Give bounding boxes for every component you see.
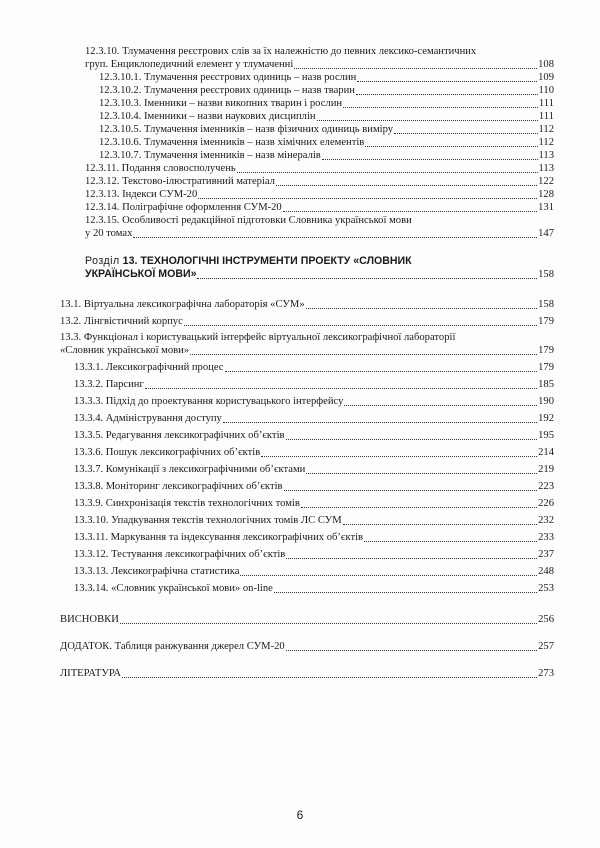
toc-entry-text: 12.3.10.3. Іменники – назви викопних тварин і рослин bbox=[99, 98, 343, 109]
dot-leader bbox=[283, 210, 537, 212]
dot-leader bbox=[284, 489, 538, 491]
toc-entry[interactable] bbox=[99, 71, 554, 84]
toc-page-number: 256 bbox=[538, 614, 554, 625]
toc-page-number: 248 bbox=[538, 566, 554, 577]
toc-entry[interactable] bbox=[60, 613, 554, 626]
toc-page-number: 223 bbox=[538, 481, 554, 492]
toc-page-number: 232 bbox=[538, 515, 554, 526]
toc-entry[interactable] bbox=[85, 175, 554, 188]
dot-leader bbox=[356, 93, 538, 95]
toc-page-number: 128 bbox=[538, 189, 554, 200]
dot-leader bbox=[190, 353, 537, 355]
dot-leader bbox=[237, 171, 538, 173]
toc-entry[interactable] bbox=[99, 97, 554, 110]
toc-entry[interactable] bbox=[60, 315, 554, 328]
toc-entry-text: ВИСНОВКИ bbox=[60, 614, 119, 625]
dot-leader bbox=[145, 387, 537, 389]
toc-entry-text: 13.1. Віртуальна лексикографічна лабораторія «СУМ» bbox=[60, 299, 305, 310]
toc-page-number: 253 bbox=[538, 583, 554, 594]
toc-entry-text: 13.3.1. Лексикографічний процес bbox=[74, 362, 224, 373]
toc-entry-text: 13.3. Функціонал і користувацький інтерфейс віртуальної лексикографічної лабораторії bbox=[60, 332, 456, 343]
dot-leader bbox=[133, 236, 537, 238]
toc-entry-text: 13.3.6. Пошук лексикографічних об’єктів bbox=[74, 447, 261, 458]
toc-entry-text: 12.3.15. Особливості редакційної підготовки Словника української мови bbox=[85, 215, 412, 226]
section-title: УКРАЇНСЬКОЇ МОВИ» bbox=[85, 268, 197, 280]
toc-entry[interactable] bbox=[74, 429, 554, 442]
toc-entry-text: 12.3.12. Текстово-ілюстративний матеріал bbox=[85, 176, 275, 187]
toc-entry[interactable] bbox=[74, 378, 554, 391]
toc-entry-text: 12.3.10.6. Тлумачення іменників – назв хімічних елементів bbox=[99, 137, 365, 148]
toc-entry[interactable] bbox=[60, 640, 554, 653]
toc-page-number: 111 bbox=[538, 111, 554, 122]
toc-entry[interactable] bbox=[74, 446, 554, 459]
section-heading bbox=[85, 255, 412, 268]
toc-page-number: 179 bbox=[538, 345, 554, 356]
toc-page-number: 147 bbox=[538, 228, 554, 239]
toc-entry-text: 13.3.7. Комунікації з лексикографічними об’єктами bbox=[74, 464, 306, 475]
dot-leader bbox=[225, 370, 538, 372]
toc-entry-text: 13.3.4. Адміністрування доступу bbox=[74, 413, 222, 424]
toc-entry-text: 13.2. Лінгвістичний корпус bbox=[60, 316, 183, 327]
toc-entry[interactable] bbox=[74, 463, 554, 476]
toc-entry[interactable] bbox=[99, 84, 554, 97]
section-label: Розділ bbox=[85, 255, 120, 267]
toc-page-number: 214 bbox=[538, 447, 554, 458]
toc-entry-text: 12.3.10.7. Тлумачення іменників – назв мінералів bbox=[99, 150, 321, 161]
dot-leader bbox=[276, 184, 537, 186]
toc-entry-text: 13.3.14. «Словник української мови» on-line bbox=[74, 583, 273, 594]
toc-page-number: 109 bbox=[538, 72, 554, 83]
toc-page-number: 185 bbox=[538, 379, 554, 390]
dot-leader bbox=[301, 506, 537, 508]
toc-page-number: 113 bbox=[538, 150, 554, 161]
toc-entry-text: ЛІТЕРАТУРА bbox=[60, 668, 122, 679]
toc-entry-text: 13.3.9. Синхронізація текстів технологічних томів bbox=[74, 498, 300, 509]
toc-entry[interactable] bbox=[60, 298, 554, 311]
dot-leader bbox=[240, 574, 537, 576]
toc-entry[interactable] bbox=[85, 162, 554, 175]
dot-leader bbox=[286, 649, 537, 651]
page-number: 6 bbox=[296, 808, 304, 822]
dot-leader bbox=[294, 67, 537, 69]
toc-page-number: 219 bbox=[538, 464, 554, 475]
toc-entry-text: 13.3.3. Підхід до проектування користувацького інтерфейсу bbox=[74, 396, 344, 407]
dot-leader bbox=[122, 676, 537, 678]
toc-entry-text: 12.3.11. Подання словосполучень bbox=[85, 163, 236, 174]
toc-entry[interactable] bbox=[74, 531, 554, 544]
toc-entry-text: 13.3.5. Редагування лексикографічних об’єктів bbox=[74, 430, 285, 441]
dot-leader bbox=[394, 132, 537, 134]
toc-entry[interactable] bbox=[99, 136, 554, 149]
toc-page-number: 195 bbox=[538, 430, 554, 441]
toc-entry[interactable] bbox=[60, 667, 554, 680]
toc-entry-text: 12.3.13. Індекси СУМ-20 bbox=[85, 189, 198, 200]
dot-leader bbox=[306, 472, 537, 474]
dot-leader bbox=[198, 197, 537, 199]
toc-entry-text: 12.3.14. Поліграфічне оформлення СУМ-20 bbox=[85, 202, 282, 213]
toc-page-number: 158 bbox=[538, 299, 554, 310]
toc-page-number: 158 bbox=[538, 269, 554, 280]
toc-page-number: 257 bbox=[538, 641, 554, 652]
toc-entry-text: 12.3.10.1. Тлумачення реєстрових одиниць – назв рослин bbox=[99, 72, 357, 83]
toc-page-number: 131 bbox=[538, 202, 554, 213]
dot-leader bbox=[274, 591, 537, 593]
toc-page-number: 122 bbox=[538, 176, 554, 187]
dot-leader bbox=[322, 158, 538, 160]
toc-page-number: 108 bbox=[538, 59, 554, 70]
toc-entry-text: 13.3.2. Парсинг bbox=[74, 379, 144, 390]
dot-leader bbox=[286, 557, 537, 559]
toc-entry[interactable] bbox=[85, 268, 554, 281]
toc-page-number: 179 bbox=[538, 316, 554, 327]
toc-page-number: 226 bbox=[538, 498, 554, 509]
toc-entry-text: 13.3.10. Упадкування текстів технологічних томів ЛС СУМ bbox=[74, 515, 342, 526]
dot-leader bbox=[343, 523, 537, 525]
dot-leader bbox=[223, 421, 537, 423]
dot-leader bbox=[306, 307, 537, 309]
toc-entry[interactable] bbox=[74, 395, 554, 408]
toc-entry-text: «Словник української мови» bbox=[60, 345, 190, 356]
dot-leader bbox=[364, 540, 537, 542]
dot-leader bbox=[120, 622, 537, 624]
toc-entry-text: ДОДАТОК. Таблиця ранжування джерел СУМ-20 bbox=[60, 641, 285, 652]
toc-entry[interactable] bbox=[60, 344, 554, 357]
toc-entry[interactable] bbox=[99, 123, 554, 136]
dot-leader bbox=[261, 455, 537, 457]
toc-entry-text: 13.3.8. Моніторинг лексикографічних об’єктів bbox=[74, 481, 283, 492]
dot-leader bbox=[344, 404, 537, 406]
toc-entry[interactable] bbox=[85, 58, 554, 71]
toc-page-number: 112 bbox=[538, 124, 554, 135]
toc-page-number: 192 bbox=[538, 413, 554, 424]
dot-leader bbox=[357, 80, 537, 82]
toc-page-number: 233 bbox=[538, 532, 554, 543]
toc-page-number: 179 bbox=[538, 362, 554, 373]
toc-entry[interactable] bbox=[85, 201, 554, 214]
toc-entry-text: 12.3.10.4. Іменники – назви наукових дисциплін bbox=[99, 111, 316, 122]
toc-entry-text: 13.3.11. Маркування та індексування лексикографічних об’єктів bbox=[74, 532, 364, 543]
toc-entry-text: 13.3.12. Тестування лексикографічних об’єктів bbox=[74, 549, 286, 560]
toc-entry[interactable] bbox=[74, 514, 554, 527]
toc-entry[interactable] bbox=[74, 582, 554, 595]
toc-entry[interactable] bbox=[74, 412, 554, 425]
dot-leader bbox=[184, 324, 537, 326]
toc-entry[interactable] bbox=[85, 227, 554, 240]
section-title: 13. ТЕХНОЛОГІЧНІ ІНСТРУМЕНТИ ПРОЕКТУ «СЛОВНИК bbox=[122, 255, 412, 267]
toc-page-number: 112 bbox=[538, 137, 554, 148]
toc-entry[interactable] bbox=[85, 188, 554, 201]
toc-entry-text: 12.3.10. Тлумачення реєстрових слів за їх належністю до певних лексико-семантичних bbox=[85, 46, 477, 57]
toc-entry-text: груп. Енциклопедичний елемент у тлумаченні bbox=[85, 59, 294, 70]
toc-entry[interactable] bbox=[74, 565, 554, 578]
toc-page-number: 273 bbox=[538, 668, 554, 679]
toc-entry[interactable] bbox=[74, 497, 554, 510]
dot-leader bbox=[286, 438, 538, 440]
dot-leader bbox=[317, 119, 538, 121]
toc-entry-text: у 20 томах bbox=[85, 228, 133, 239]
dot-leader bbox=[197, 277, 537, 279]
toc-page-number: 110 bbox=[538, 85, 554, 96]
toc-page-number: 113 bbox=[538, 163, 554, 174]
toc-entry-text: 12.3.10.2. Тлумачення реєстрових одиниць – назв тварин bbox=[99, 85, 355, 96]
toc-entry[interactable] bbox=[99, 110, 554, 123]
toc-entry-text: 13.3.13. Лексикографічна статистика bbox=[74, 566, 240, 577]
toc-entry[interactable] bbox=[99, 149, 554, 162]
toc-page-number: 111 bbox=[538, 98, 554, 109]
toc-page-number: 190 bbox=[538, 396, 554, 407]
toc-entry-text: 12.3.10.5. Тлумачення іменників – назв фізичних одиниць виміру bbox=[99, 124, 394, 135]
dot-leader bbox=[365, 145, 537, 147]
toc-entry[interactable] bbox=[74, 361, 554, 374]
toc-entry[interactable] bbox=[74, 548, 554, 561]
toc-entry[interactable] bbox=[74, 480, 554, 493]
dot-leader bbox=[343, 106, 538, 108]
toc-page-number: 237 bbox=[538, 549, 554, 560]
